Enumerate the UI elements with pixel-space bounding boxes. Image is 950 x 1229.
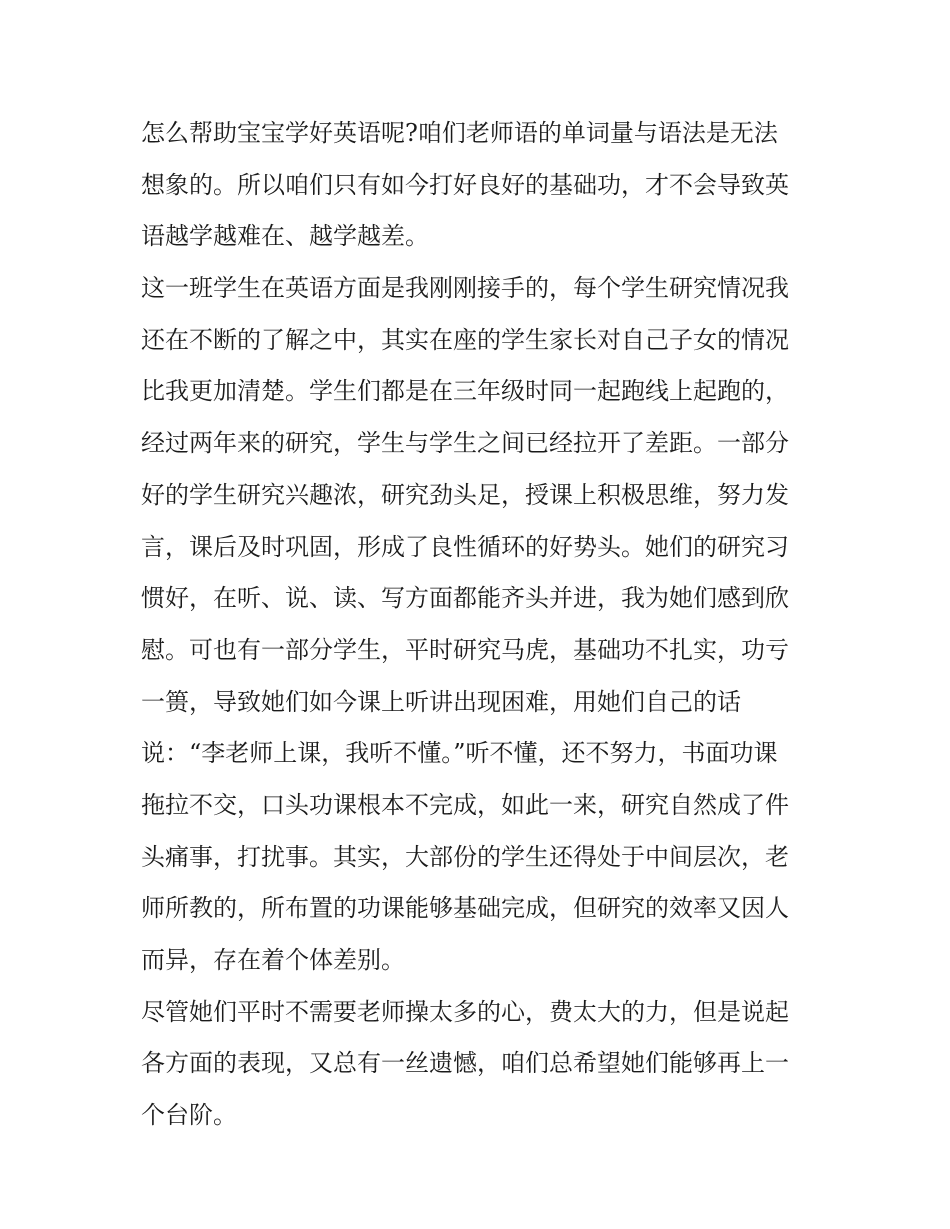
text-line: 言，课后及时巩固，形成了良性循环的好势头。她们的研究习 — [141, 532, 789, 561]
text-line: 而异，存在着个体差别。 — [141, 946, 405, 974]
text-line: 拖拉不交，口头功课根本不完成，如此一来，研究自然成了件 — [141, 790, 789, 819]
text-line: 个台阶。 — [141, 1101, 237, 1130]
text-line: 师所教的，所布置的功课能够基础完成，但研究的效率又因人 — [141, 894, 789, 923]
text-line: 还在不断的了解之中，其实在座的学生家长对自己子女的情况 — [141, 325, 789, 354]
text-line: 想象的。所以咱们只有如今打好良好的基础功，才不会导致英 — [141, 170, 789, 199]
text-line: 比我更加清楚。学生们都是在三年级时同一起跑线上起跑的， — [141, 377, 789, 406]
text-line: 尽管她们平时不需要老师操太多的心，费太大的力，但是说起 — [141, 997, 789, 1026]
text-line: 语越学越难在、越学越差。 — [141, 222, 429, 251]
text-line: 怎么帮助宝宝学好英语呢?咱们老师语的单词量与语法是无法 — [141, 119, 778, 147]
text-line: 说：“李老师上课，我听不懂。”听不懂，还不努力，书面功课 — [141, 739, 778, 768]
text-line: 好的学生研究兴趣浓，研究劲头足，授课上积极思维，努力发 — [141, 480, 789, 509]
text-line: 各方面的表现，又总有一丝遗憾，咱们总希望她们能够再上一 — [141, 1049, 789, 1078]
text-line: 经过两年来的研究，学生与学生之间已经拉开了差距。一部分 — [141, 429, 789, 458]
text-line: 惯好，在听、说、读、写方面都能齐头并进，我为她们感到欣 — [141, 584, 789, 613]
text-line: 头痛事，打扰事。其实，大部份的学生还得处于中间层次，老 — [141, 842, 789, 871]
text-line: 慰。可也有一部分学生，平时研究马虎，基础功不扎实，功亏 — [141, 635, 789, 664]
document-body — [141, 108, 813, 1142]
text-line: 这一班学生在英语方面是我刚刚接手的，每个学生研究情况我 — [141, 274, 789, 303]
text-line: 一篑，导致她们如今课上听讲出现困难，用她们自己的话 — [141, 687, 741, 716]
